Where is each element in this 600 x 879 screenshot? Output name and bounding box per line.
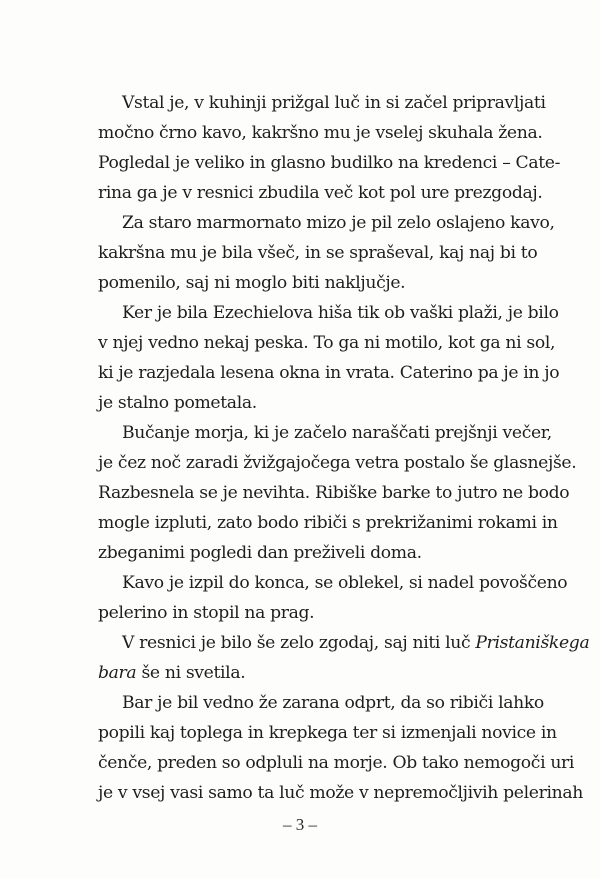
paragraph — [98, 208, 555, 298]
paragraph — [98, 628, 590, 688]
text-line: Bučanje morja, ki je začelo naraščati prejšnji večer, — [122, 423, 552, 443]
text-line: popili kaj toplega in krepkega ter si izmenjali novice in — [98, 723, 557, 743]
text-line: Razbesnela se je nevihta. Ribiške barke to jutro ne bodo — [98, 483, 570, 503]
text-run: V resnici je bilo še zelo zgodaj, saj niti luč — [122, 633, 476, 653]
text-line: Ker je bila Ezechielova hiša tik ob vaški plaži, je bilo — [122, 303, 559, 323]
page-number: – 3 – — [283, 815, 317, 834]
paragraph — [98, 688, 583, 808]
text-line: pelerino in stopil na prag. — [98, 603, 315, 623]
text-line: zbeganimi pogledi dan preživeli doma. — [98, 543, 422, 563]
text-line: kakršna mu je bila všeč, in se spraševal, kaj naj bi to — [98, 243, 538, 263]
text-line: ki je razjedala lesena okna in vrata. Caterino pa je in jo — [98, 363, 560, 383]
text-line: Kavo je izpil do konca, se oblekel, si nadel povoščeno — [122, 573, 568, 593]
text-line: Bar je bil vedno že zarana odprt, da so ribiči lahko — [122, 693, 544, 713]
paragraph — [98, 568, 568, 628]
text-line: rina ga je v resnici zbudila več kot pol ure prezgodaj. — [98, 183, 543, 203]
italic-bar-name: Pristaniškega — [475, 633, 590, 653]
italic-bar-name: bara — [98, 663, 137, 683]
text-line: čenče, preden so odpluli na morje. Ob tako nemogoči uri — [98, 753, 575, 773]
text-line: močno črno kavo, kakršno mu je vselej skuhala žena. — [98, 123, 543, 143]
text-line: pomenilo, saj ni moglo biti naključje. — [98, 273, 406, 293]
text-line: Vstal je, v kuhinji prižgal luč in si začel pripravljati — [122, 93, 546, 113]
text-line: je čez noč zaradi žvižgajočega vetra postalo še glasnejše. — [98, 453, 577, 473]
text-line — [98, 628, 590, 658]
text-line: je stalno pometala. — [98, 393, 257, 413]
paragraph — [98, 298, 560, 418]
text-line — [98, 658, 502, 688]
text-line: Pogledal je veliko in glasno budilko na kredenci – Cate- — [98, 153, 561, 173]
text-run: še ni svetila. — [136, 663, 246, 683]
paragraph — [98, 88, 561, 208]
text-line: je v vsej vasi samo ta luč može v nepremočljivih pelerinah — [98, 783, 583, 803]
text-line: v njej vedno nekaj peska. To ga ni motilo, kot ga ni sol, — [98, 333, 556, 353]
text-line: Za staro marmornato mizo je pil zelo oslajeno kavo, — [122, 213, 555, 233]
body-text — [98, 88, 590, 808]
text-line: mogle izpluti, zato bodo ribiči s prekrižanimi rokami in — [98, 513, 558, 533]
paragraph — [98, 418, 577, 568]
